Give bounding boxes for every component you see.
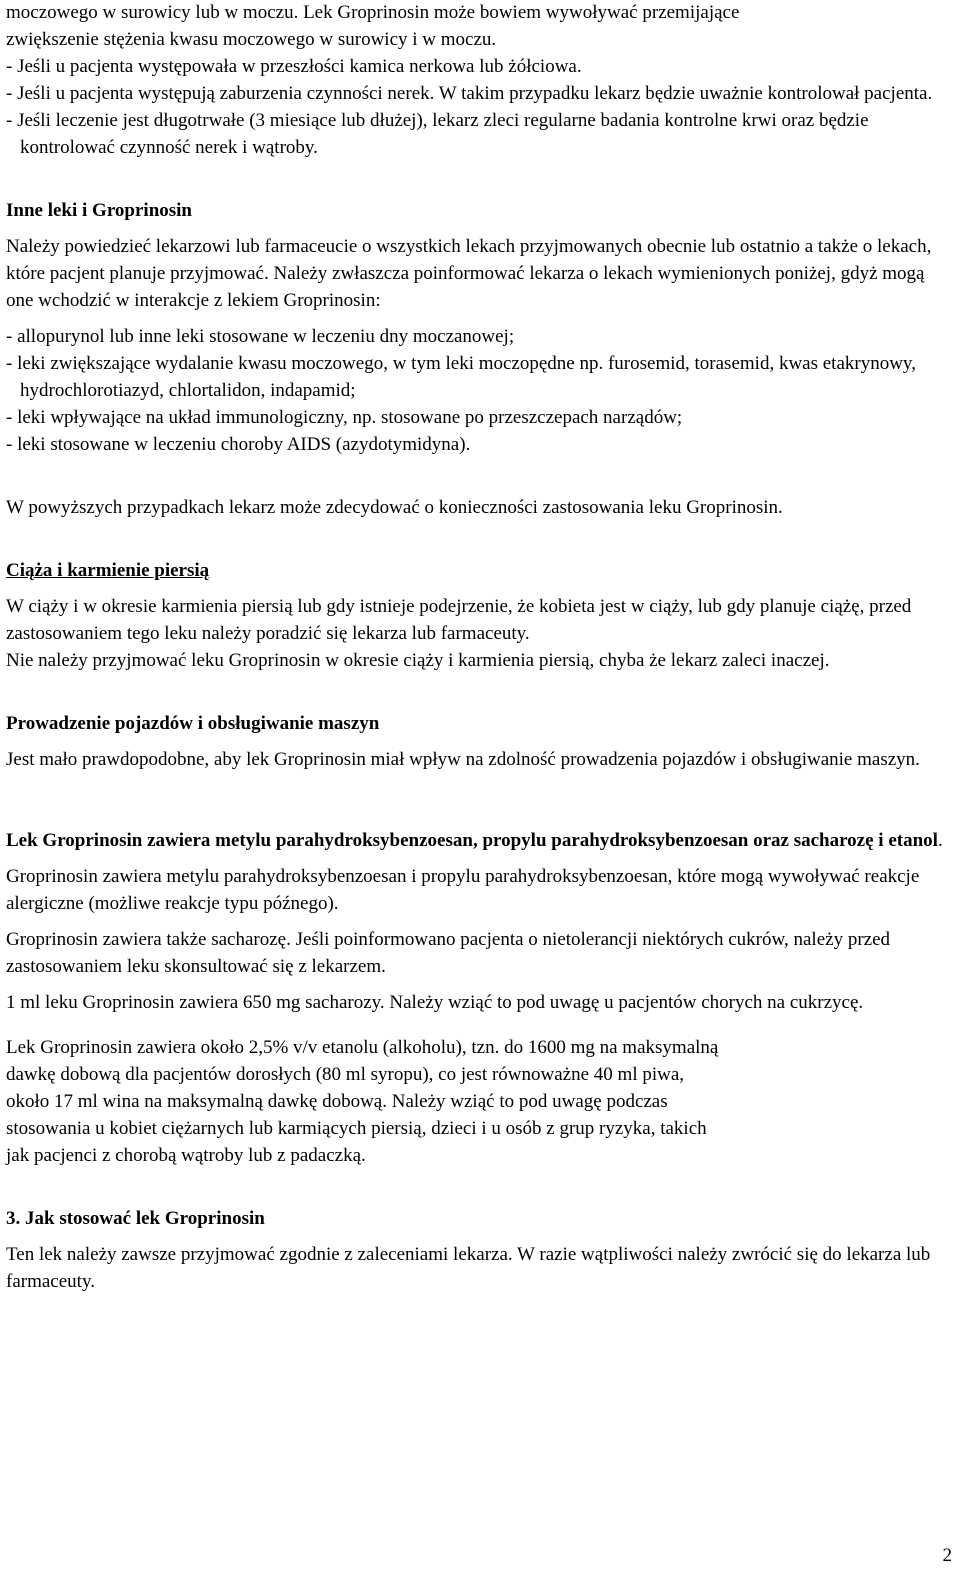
pregnancy-paragraph: Nie należy przyjmować leku Groprinosin w okresie ciąży i karmienia piersią, chyba że lekarz zaleci inaczej. — [6, 650, 830, 671]
ethanol-line: jak pacjenci z chorobą wątroby lub z padaczką. — [6, 1145, 366, 1166]
section-heading-driving: Prowadzenie pojazdów i obsługiwanie maszyn — [6, 713, 380, 734]
excipients-paragraph: 1 ml leku Groprinosin zawiera 650 mg sacharozy. Należy wziąć to pod uwagę u pacjentów chorych na cukrzycę. — [6, 992, 864, 1013]
ethanol-line: stosowania u kobiet ciężarnych lub karmiących piersią, dzieci i u osób z grup ryzyka, takich — [6, 1118, 707, 1139]
document-page — [6, 0, 954, 1295]
interaction-item: - leki wpływające na układ immunologiczny, np. stosowane po przeszczepach narządów; — [6, 407, 683, 428]
intro-line: zwiększenie stężenia kwasu moczowego w surowicy i w moczu. — [6, 29, 497, 50]
section-heading-excipients — [6, 827, 954, 854]
intro-line: moczowego w surowicy lub w moczu. Lek Groprinosin może bowiem wywoływać przemijające — [6, 2, 740, 23]
warning-item: - Jeśli u pacjenta występują zaburzenia czynności nerek. W takim przypadku lekarz będzie uważnie kontrolował pacjenta. — [6, 83, 933, 104]
ethanol-line: około 17 ml wina na maksymalną dawkę dobową. Należy wziąć to pod uwagę podczas — [6, 1091, 668, 1112]
interaction-item: - leki zwiększające wydalanie kwasu moczowego, w tym leki moczopędne np. furosemid, torasemid, kwas etakrynowy, hydrochlorotiazyd, chlortalidon, indapamid; — [6, 353, 916, 401]
excipients-heading-period: . — [937, 830, 943, 851]
interaction-item: - allopurynol lub inne leki stosowane w leczeniu dny moczanowej; — [6, 326, 515, 347]
pregnancy-paragraph: W ciąży i w okresie karmienia piersią lub gdy istnieje podejrzenie, że kobieta jest w ciąży, lub gdy planuje ciążę, przed zastosowaniem tego leku należy poradzić się lekarza lub farmaceuty. — [6, 596, 912, 644]
excipients-heading-text: Lek Groprinosin zawiera metylu parahydroksybenzoesan, propylu parahydroksybenzoesan oraz sacharozę i etanol — [6, 830, 938, 851]
section-heading-pregnancy: Ciąża i karmienie piersią — [6, 560, 210, 581]
warning-item: - Jeśli u pacjenta występowała w przeszłości kamica nerkowa lub żółciowa. — [6, 56, 582, 77]
ethanol-line: dawkę dobową dla pacjentów dorosłych (80 ml syropu), co jest równoważne 40 ml piwa, — [6, 1064, 685, 1085]
ethanol-line: Lek Groprinosin zawiera około 2,5% v/v etanolu (alkoholu), tzn. do 1600 mg na maksymalną — [6, 1037, 719, 1058]
section-heading-other-drugs: Inne leki i Groprinosin — [6, 200, 193, 221]
other-drugs-paragraph: Należy powiedzieć lekarzowi lub farmaceucie o wszystkich lekach przyjmowanych obecnie lub ostatnio a także o lekach, które pacjent planuje przyjmować. Należy zwłaszcza poinformować lekarza o lekach wymienionych poniżej, gdyż mogą one wchodzić w interakcje z lekiem Groprinosin: — [6, 236, 932, 311]
how-to-use-paragraph: Ten lek należy zawsze przyjmować zgodnie z zaleceniami lekarza. W razie wątpliwości należy zwrócić się do lekarza lub farmaceuty. — [6, 1244, 931, 1292]
excipients-paragraph: Groprinosin zawiera metylu parahydroksybenzoesan i propylu parahydroksybenzoesan, które mogą wywoływać reakcje alergiczne (możliwe reakcje typu późnego). — [6, 866, 920, 914]
page-number: 2 — [942, 1545, 952, 1566]
section-heading-how-to-use: 3. Jak stosować lek Groprinosin — [6, 1208, 265, 1229]
excipients-paragraph: Groprinosin zawiera także sacharozę. Jeśli poinformowano pacjenta o nietolerancji niektórych cukrów, należy przed zastosowaniem leku skonsultować się z lekarzem. — [6, 929, 891, 977]
other-drugs-conclusion: W powyższych przypadkach lekarz może zdecydować o konieczności zastosowania leku Groprinosin. — [6, 497, 783, 518]
driving-paragraph: Jest mało prawdopodobne, aby lek Groprinosin miał wpływ na zdolność prowadzenia pojazdów i obsługiwanie maszyn. — [6, 749, 920, 770]
interaction-item: - leki stosowane w leczeniu choroby AIDS (azydotymidyna). — [6, 434, 471, 455]
warning-item: - Jeśli leczenie jest długotrwałe (3 miesiące lub dłużej), lekarz zleci regularne badania kontrolne krwi oraz będzie kontrolować czynność nerek i wątroby. — [6, 110, 869, 158]
